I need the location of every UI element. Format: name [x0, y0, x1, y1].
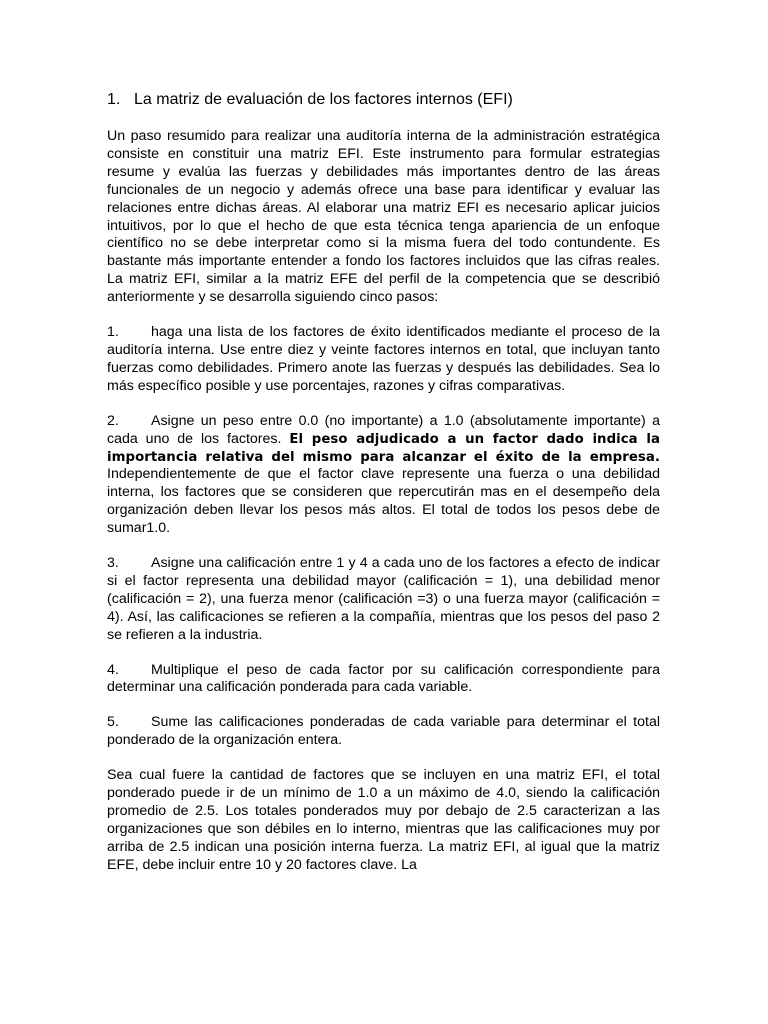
step-2-number: 2.	[107, 412, 119, 429]
step-4	[107, 662, 660, 698]
intro-paragraph: Un paso resumido para realizar una auditoría interna de la administración estratégica consiste en constituir una matriz EFI. Este instrumento para formular estrategias resume y evalúa las fuerzas y debilidades más importantes dentro de las áreas funcionales de un negocio y además ofrece una base para identificar y evaluar las relaciones entre dichas áreas. Al elaborar una matriz EFI es necesario aplicar juicios intuitivos, por lo que el hecho de que esta técnica tenga apariencia de un enfoque científico no se debe interpretar como si la misma fuera del todo contundente. Es bastante más importante entender a fondo los factores incluidos que las cifras reales. La matriz EFI, similar a la matriz EFE del perfil de la competencia que se describió anteriormente y se desarrolla siguiendo cinco pasos:	[107, 128, 660, 306]
section-number: 1.	[107, 91, 121, 108]
step-2-bold-text: El peso adjudicado a un factor dado indica la importancia relativa del mismo para alcanzar el éxito de la empresa.	[107, 431, 660, 465]
step-1	[107, 324, 660, 396]
section-heading	[107, 90, 660, 110]
step-4-text: Multiplique el peso de cada factor por su calificación correspondiente para determinar una calificación ponderada para cada variable.	[107, 661, 660, 696]
section-title: La matriz de evaluación de los factores internos (EFI)	[134, 91, 513, 108]
document-page	[107, 90, 660, 892]
step-1-text: haga una lista de los factores de éxito identificados mediante el proceso de la auditoría interna. Use entre diez y veinte factores internos en total, que incluyan tanto fuerzas como debilidades. Primero anote las fuerzas y después las debilidades. Sea lo más específico posible y use porcentajes, razones y cifras comparativas.	[107, 324, 660, 394]
step-4-number: 4.	[107, 661, 119, 678]
step-2-text-before: Asigne un peso entre 0.0 (no importante) a 1.0 (absolutamente importante) a cada uno de los factores.	[107, 412, 660, 447]
step-2-text-after: Independientemente de que el factor clave represente una fuerza o una debilidad interna, los factores que se consideren que repercutirán mas en el desempeño dela organización deben llevar los pesos más altos. El total de todos los pesos debe de sumar1.0.	[107, 466, 660, 537]
step-5	[107, 714, 660, 750]
step-3-text: Asigne una calificación entre 1 y 4 a cada uno de los factores a efecto de indicar si el factor representa una debilidad mayor (calificación = 1), una debilidad menor (calificación = 2), una fuerza menor (calificación =3) o una fuerza mayor (calificación = 4). Así, las calificaciones se refieren a la compañía, mientras que los pesos del paso 2 se refieren a la industria.	[107, 555, 660, 643]
closing-paragraph: Sea cual fuere la cantidad de factores que se incluyen en una matriz EFI, el total ponderado puede ir de un mínimo de 1.0 a un máximo de 4.0, siendo la calificación promedio de 2.5. Los totales ponderados muy por debajo de 2.5 caracterizan a las organizaciones que son débiles en lo interno, mientras que las calificaciones muy por arriba de 2.5 indican una posición interna fuerza. La matriz EFI, al igual que la matriz EFE, debe incluir entre 10 y 20 factores clave. La	[107, 767, 660, 873]
step-3-number: 3.	[107, 555, 119, 572]
step-3	[107, 555, 660, 645]
step-2	[107, 413, 660, 538]
step-5-text: Sume las calificaciones ponderadas de cada variable para determinar el total ponderado de la organización entera.	[107, 714, 660, 749]
step-5-number: 5.	[107, 714, 119, 731]
step-1-number: 1.	[107, 324, 119, 341]
